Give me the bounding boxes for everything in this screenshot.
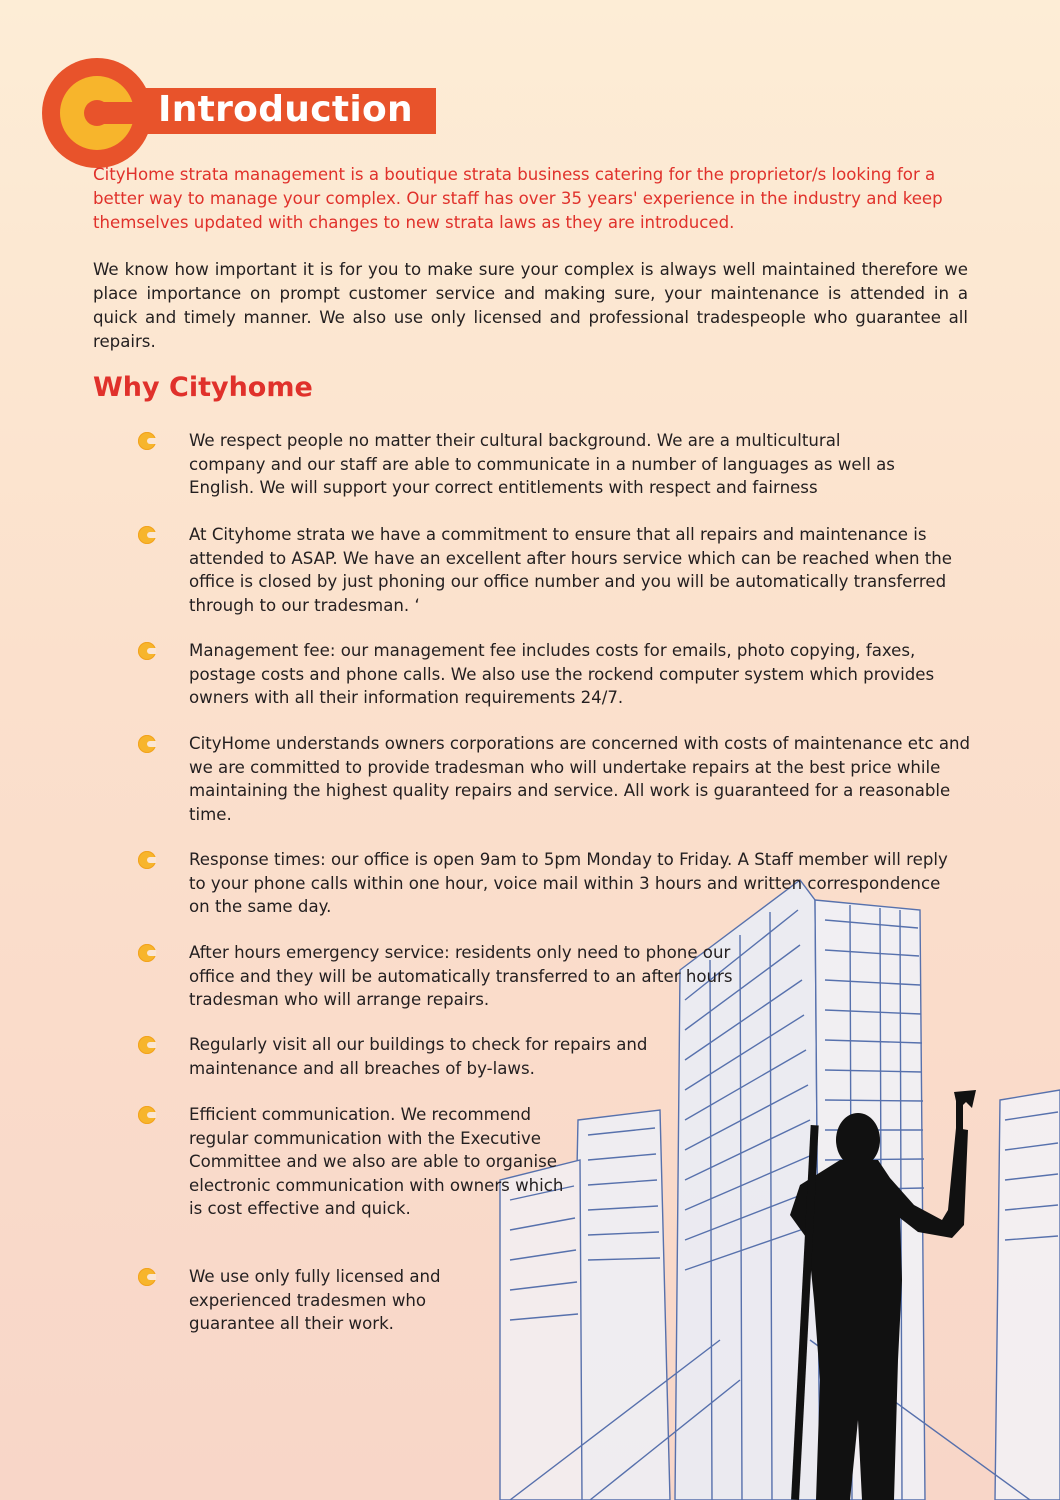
- list-item-text: Efficient communication. We recommend regular communication with the Executive Committee and we also are able to organise electronic communication with owners which is cost effective and quick.: [189, 1105, 564, 1218]
- logo-c-opening: [102, 102, 138, 124]
- list-item-text: Management fee: our management fee includes costs for emails, photo copying, faxes, postage costs and phone calls. We also use the rockend computer system which provides owners with all their information requirements 24/7.: [189, 641, 935, 707]
- page-title: Introduction: [158, 89, 413, 130]
- list-item-text: At Cityhome strata we have a commitment to ensure that all repairs and maintenance is attended to ASAP. We have an excellent after hours service which can be reached when the office is closed by just phoning our office number and you will be automatically transferred through to our tradesman. ‘: [189, 525, 952, 615]
- list-item-text: After hours emergency service: residents only need to phone our office and they will be automatically transferred to an after hours tradesman who will arrange repairs.: [189, 943, 733, 1009]
- c-logo-icon: [138, 526, 156, 544]
- c-logo-icon: [138, 432, 156, 450]
- c-logo-icon: [138, 1106, 156, 1124]
- cityhome-logo-icon: [42, 58, 152, 168]
- c-logo-icon: [138, 944, 156, 962]
- list-item-text: CityHome understands owners corporations are concerned with costs of maintenance etc and we are committed to provide tradesman who will undertake repairs at the best price while maintaining the highest quality repairs and service. All work is guaranteed for a reasonable time.: [189, 734, 971, 824]
- list-item-text: We respect people no matter their cultural background. We are a multicultural company and our staff are able to communicate in a number of languages as well as English. We will support your correct entitlements with respect and fairness: [189, 431, 895, 497]
- c-logo-icon: [138, 642, 156, 660]
- why-cityhome-heading: Why Cityhome: [93, 372, 313, 403]
- c-logo-icon: [138, 851, 156, 869]
- c-logo-icon: [138, 1268, 156, 1286]
- intro-paragraph-highlight: CityHome strata management is a boutique strata business catering for the proprietor/s looking for a better way to manage your complex. Our staff has over 35 years' experience in the industry and keep themselves updated with changes to new strata laws as they are introduced.: [93, 165, 943, 232]
- c-logo-icon: [138, 735, 156, 753]
- intro-paragraph: We know how important it is for you to make sure your complex is always well maintained therefore we place importance on prompt customer service and making sure, your maintenance is attended in a quick and timely manner. We also use only licensed and professional tradespeople who guarantee all repairs.: [93, 260, 968, 351]
- list-item-text: We use only fully licensed and experienced tradesmen who guarantee all their work.: [189, 1267, 441, 1333]
- list-item-text: Regularly visit all our buildings to check for repairs and maintenance and all breaches of by-laws.: [189, 1035, 648, 1078]
- list-item-text: Response times: our office is open 9am to 5pm Monday to Friday. A Staff member will reply to your phone calls within one hour, voice mail within 3 hours and written correspondence on the same day.: [189, 850, 948, 916]
- c-logo-icon: [138, 1036, 156, 1054]
- page-header: [42, 58, 442, 168]
